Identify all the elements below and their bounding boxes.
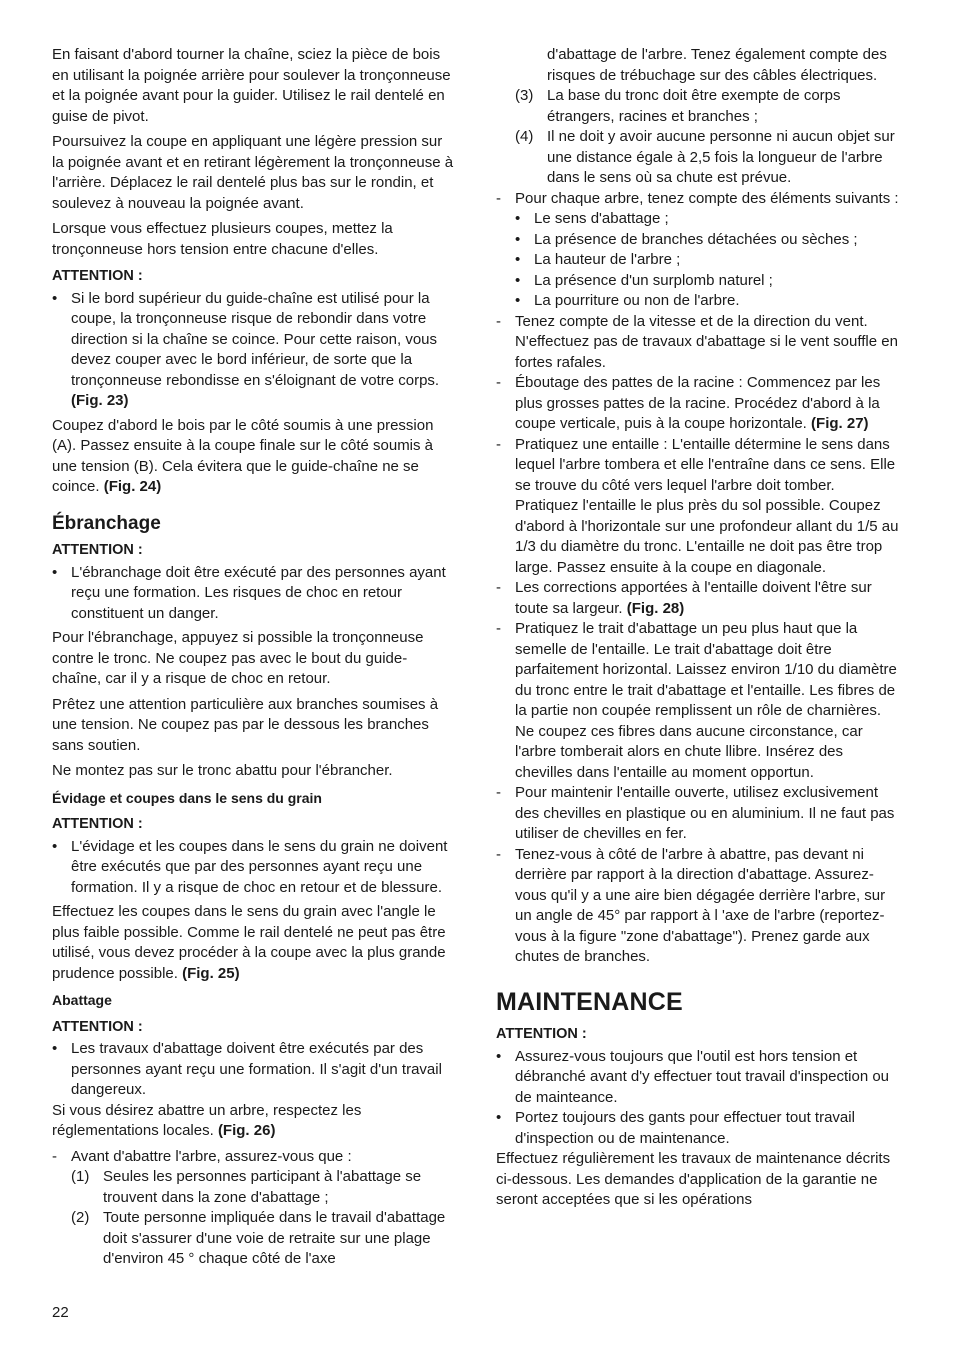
dash-text: Éboutage des pattes de la racine : Commencez par les plus grosses pattes de la racine. Procédez d'abord à la coupe verticale, puis à la coupe horizontale. (515, 374, 881, 432)
bullet-text: Si le bord supérieur du guide-chaîne est utilisé pour la coupe, la tronçonneuse risque de rebondir dans votre direction si la chaîne se coince. Pour cette raison, vous devez couper avec le bord inférieur, de sorte que la tronçonneuse rebondisse en s'éloignant de votre corps. (71, 289, 440, 389)
bullet-mark: • (515, 292, 521, 309)
paragraph-text: Si vous désirez abattre un arbre, respectez les réglementations locales. (52, 1101, 362, 1139)
sub-bullet-text: La hauteur de l'arbre ; (534, 251, 681, 268)
dash-text: Pratiquez le trait d'abattage un peu plus haut que la semelle de l'entaille. Le trait d'abattage doit être parfaitement horizontal. Laissez environ 1/10 du diamètre du tronc entre le trait d'abattage et l'entaille. Les fibres de la partie non coupée remplissent un rôle de charnières. Ne coupez ces fibres dans aucune circonstance, car l'arbre tomberait alors en chute llibre. Insérez des chevilles dans l'entaille au moment opportun. (515, 620, 897, 781)
sub-bullet-item (496, 291, 900, 312)
figure-ref: (Fig. 24) (103, 478, 162, 495)
paragraph: Pour l'ébranchage, appuyez si possible la tronçonneuse contre le tronc. Ne coupez pas avec le bout du guide-chaîne, car il y a risque de choc en retour. (52, 629, 424, 687)
paragraph: Poursuivez la coupe en appliquant une légère pression sur la poignée avant et en retirant légèrement la tronçonneuse à l'arrière. Déplacez le rail dentelé plus bas sur le rondin, et soulevez à nouveau la poignée avant. (52, 133, 454, 212)
paragraph (52, 902, 456, 984)
bullet-text: L'évidage et les coupes dans le sens du grain ne doivent être exécutés que par des personnes ayant reçu une formation. Il y a risque de choc en retour et de blessure. (71, 837, 448, 896)
paragraph: Ne montez pas sur le tronc abattu pour l'ébrancher. (52, 762, 393, 779)
dash-text: Pour chaque arbre, tenez compte des éléments suivants : (515, 189, 899, 207)
attention-heading: ATTENTION : (52, 1018, 143, 1035)
numbered-text: Seules les personnes participant à l'abattage se trouvent dans la zone d'abattage ; (103, 1168, 422, 1206)
dash-item (496, 373, 900, 435)
bullet-item (496, 1108, 900, 1149)
sub-bullet-text: La présence de branches détachées ou sèches ; (534, 230, 858, 248)
dash-text: Tenez-vous à côté de l'arbre à abattre, pas devant ni derrière par rapport à la direction d'abattage. Assurez-vous qu'il y a une aire bien dégagée derrière l'arbre, sur un angle de 45° par rapport à l 'axe de l'arbre (reportez-vous à la figure "zone d'abattage"). Prenez garde aux chutes de branches. (515, 845, 886, 965)
dash-item (496, 435, 900, 579)
bullet-mark: • (515, 230, 521, 248)
dash-mark: - (496, 579, 501, 596)
dash-item (496, 189, 900, 210)
attention-heading: ATTENTION : (496, 1026, 587, 1042)
paragraph: Effectuez régulièrement les travaux de maintenance décrits ci-dessous. Les demandes d'application de la garantie ne seront acceptées que si les opérations (496, 1150, 891, 1208)
dash-text: Tenez compte de la vitesse et de la direction du vent. N'effectuez pas de travaux d'abattage si le vent souffle en fortes rafales. (515, 312, 898, 371)
sub-bullet-item (496, 230, 900, 251)
figure-ref: (Fig. 25) (182, 964, 240, 982)
bullet-mark: • (52, 837, 58, 855)
bullet-mark: • (52, 289, 58, 307)
figure-ref: (Fig. 26) (217, 1122, 276, 1139)
figure-ref: (Fig. 23) (71, 392, 129, 409)
figure-ref: (Fig. 28) (626, 599, 685, 617)
numbered-text: Toute personne impliquée dans le travail d'abattage doit s'assurer d'une voie de retraite sur une plage d'environ 45 ° chaque côté de l'axe (103, 1209, 446, 1267)
left-column (52, 45, 456, 1270)
bullet-mark: • (496, 1109, 502, 1126)
bullet-text: Les travaux d'abattage doivent être exécutés par des personnes ayant reçu une formation. Il s'agit d'un travail dangereux. (71, 1040, 442, 1098)
chapter-heading: MAINTENANCE (496, 987, 683, 1016)
figure-ref: (Fig. 27) (811, 415, 869, 432)
attention-heading: ATTENTION : (52, 542, 143, 558)
bullet-mark: • (52, 563, 58, 581)
paragraph (52, 1101, 456, 1142)
paragraph: Prêtez une attention particulière aux branches soumises à une tension. Ne coupez pas par le dessous les branches sans soutien. (52, 695, 439, 754)
numbered-item (52, 1167, 456, 1208)
attention-heading: ATTENTION : (52, 268, 143, 284)
dash-mark: - (496, 374, 501, 391)
numbered-item (496, 86, 900, 127)
bullet-mark: • (515, 271, 521, 289)
bullet-item (52, 1039, 456, 1101)
sub-bullet-text: Le sens d'abattage ; (534, 210, 669, 227)
paragraph: En faisant d'abord tourner la chaîne, sciez la pièce de bois en utilisant la poignée arrière pour soulever la tronçonneuse et la poignée avant pour la guider. Utilisez le rail dentelé en guise de pivot. (52, 46, 451, 125)
dash-mark: - (496, 784, 501, 801)
bullet-item (52, 837, 456, 899)
bullet-text: L'ébranchage doit être exécuté par des personnes ayant reçu une formation. Les risques de choc en retour constituent un danger. (71, 563, 446, 622)
bullet-text: Assurez-vous toujours que l'outil est hors tension et débranché avant d'y effectuer tout travail d'inspection ou de mainteance. (515, 1047, 890, 1106)
dash-text: Les corrections apportées à l'entaille doivent l'être sur toute sa largeur. (515, 579, 872, 617)
number-label: (1) (71, 1168, 90, 1185)
dash-item (52, 1147, 456, 1168)
numbered-item-continuation: d'abattage de l'arbre. Tenez également compte des risques de trébuchage sur des câbles électriques. (547, 46, 887, 84)
dash-item (496, 783, 900, 845)
dash-mark: - (496, 620, 501, 637)
dash-item (496, 578, 900, 619)
numbered-item (52, 1208, 456, 1270)
numbered-text: La base du tronc doit être exempte de corps étrangers, racines et branches ; (547, 87, 841, 125)
number-label: (4) (515, 128, 534, 145)
subsection-heading: Abattage (52, 992, 112, 1008)
number-label: (2) (71, 1209, 90, 1226)
dash-mark: - (496, 435, 501, 453)
numbered-item (496, 127, 900, 189)
attention-heading: ATTENTION : (52, 816, 143, 832)
dash-item (496, 845, 900, 968)
paragraph-text: Coupez d'abord le bois par le côté soumis à une pression (A). Passez ensuite à la coupe finale sur le côté soumis à une tension (B). Cela évitera que le guide-chaîne ne se coince. (52, 416, 434, 495)
bullet-mark: • (496, 1047, 502, 1065)
bullet-mark: • (52, 1040, 58, 1057)
page-number: 22 (52, 1304, 69, 1321)
paragraph: Lorsque vous effectuez plusieurs coupes, mettez la tronçonneuse hors tension entre chacune d'elles. (52, 220, 393, 258)
bullet-item (52, 563, 456, 625)
paragraph-text: Effectuez les coupes dans le sens du grain avec l'angle le plus faible possible. Comme le rail dentelé ne peut pas être utilisé, vous devez procéder à la coupe avec la plus grande prudence possible. (52, 903, 446, 982)
dash-text: Pour maintenir l'entaille ouverte, utilisez exclusivement des chevilles en plastique ou en aluminium. Il ne faut pas utiliser de chevilles en fer. (515, 784, 895, 842)
paragraph (52, 416, 456, 498)
sub-bullet-text: La pourriture ou non de l'arbre. (534, 292, 740, 309)
sub-bullet-item (496, 209, 900, 230)
bullet-mark: • (515, 210, 521, 227)
dash-mark: - (496, 312, 501, 330)
dash-mark: - (52, 1147, 57, 1165)
number-label: (3) (515, 87, 534, 104)
bullet-item (496, 1047, 900, 1109)
dash-mark: - (496, 845, 501, 863)
sub-bullet-item (496, 250, 900, 271)
dash-item (496, 312, 900, 374)
section-heading: Ébranchage (52, 512, 161, 534)
dash-mark: - (496, 189, 501, 207)
numbered-text: Il ne doit y avoir aucune personne ni aucun objet sur une distance égale à 2,5 fois la longueur de l'arbre dans le sens où sa chute est prévue. (547, 128, 895, 186)
right-column (496, 45, 900, 1216)
sub-bullet-text: La présence d'un surplomb naturel ; (534, 271, 773, 289)
dash-item (496, 619, 900, 783)
sub-bullet-item (496, 271, 900, 292)
bullet-item (52, 289, 456, 412)
subsection-heading: Évidage et coupes dans le sens du grain (52, 789, 322, 806)
dash-text: Avant d'abattre l'arbre, assurez-vous que : (71, 1147, 352, 1165)
dash-text: Pratiquez une entaille : L'entaille détermine le sens dans lequel l'arbre tombera et elle l'entraîne dans ce sens. Elle se trouve du côté vers lequel l'arbre doit tomber. Pratiquez l'entaille le plus près du sol possible. Coupez d'abord à l'horizontale sur une profondeur allant du 1/5 au 1/3 du diamètre du tronc. L'entaille ne doit pas être trop large. Passez ensuite à la coupe en diagonale. (515, 435, 899, 576)
bullet-mark: • (515, 251, 521, 268)
bullet-text: Portez toujours des gants pour effectuer tout travail d'inspection ou de maintenance. (515, 1109, 855, 1147)
